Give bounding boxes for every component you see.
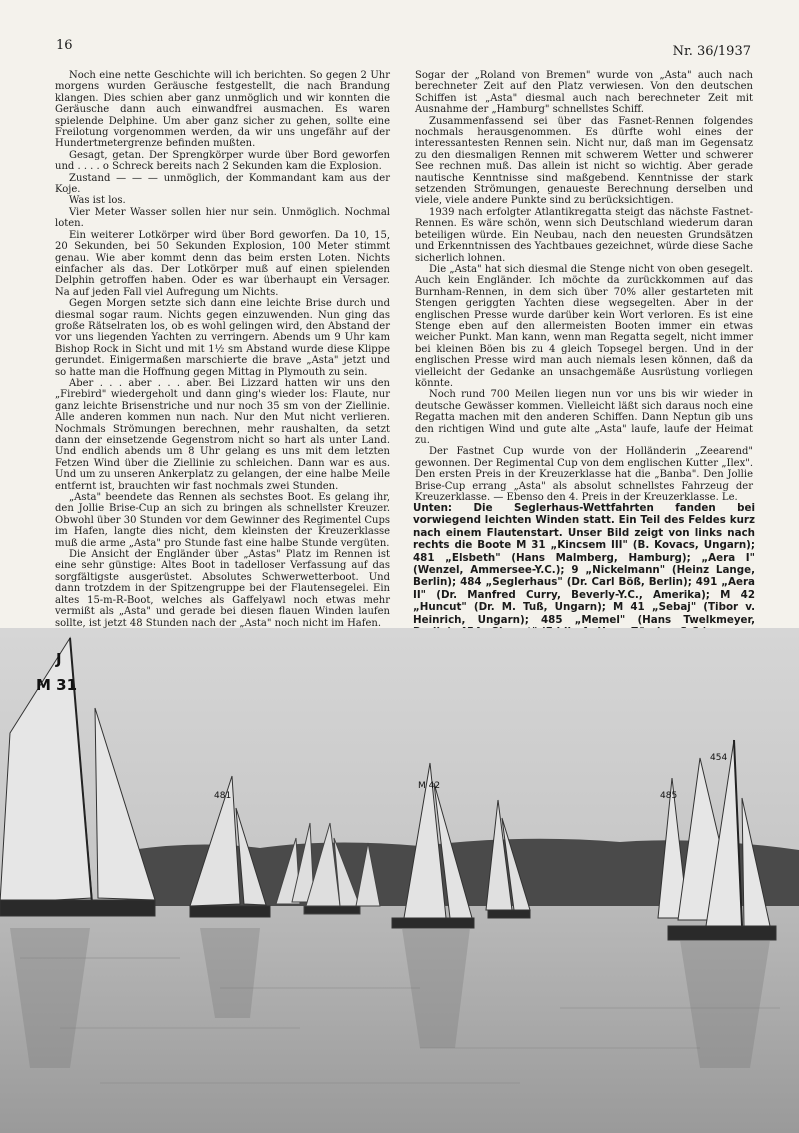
sail-number: M 42 [418, 781, 441, 791]
article-right-column [415, 70, 753, 503]
paragraph: Gegen Morgen setzte sich dann eine leichte Brise durch und diesmal sogar raum. Nichts gegen einzuwenden. Nun ging das große Rätselraten los, ob es wohl gelingen wird, den Abstand der vor uns liegenden Yachten zu verringern. Abends um 9 Uhr kam Bishop Rock in Sicht und mit 1½ sm Abstand wurde diese Klippe gerundet. Einigermaßen marschierte die brave „Asta" jetzt und so hatte man die Hoffnung gegen Mittag in Plymouth zu sein. [55, 298, 390, 378]
issue-number: Nr. 36/1937 [672, 44, 751, 59]
sail-number: 485 [660, 791, 678, 801]
photo-caption: Unten: Die Seglerhaus-Wettfahrten fanden bei vorwiegend leichten Winden statt. Ein Teil des Feldes kurz nach einem Flautenstart. Unser Bild zeigt von links nach rechts die Boote M 31 „Kincsem III" (B. Kovacs, Ungarn); 481 „Elsbeth" (Hans Malmberg, Hamburg); „Aera I" (Wenzel, Ammersee-Y.C.); 9 „Nickelmann" (Heinz Lange, Berlin); 484 „Seglerhaus" (Dr. Carl Böß, Berlin); 491 „Aera II" (Dr. Manfred Curry, Beverly-Y.C., Amerika); M 42 „Huncut" (Dr. M. Tuß, Ungarn); M 41 „Sebaj" (Tibor v. Heinrich, Ungarn); 485 „Memel" (Hans Twelkmeyer, [413, 502, 755, 626]
paragraph: Noch eine nette Geschichte will ich berichten. So gegen 2 Uhr morgens wurden Geräusche festgestellt, die nach Brandung klangen. Dies schien aber ganz unmöglich und wir konnten die Geräusche dann auch einwandfrei ausmachen. Es waren spielende Delphine. Um aber ganz sicher zu gehen, sollte eine Freilotung vorgenommen werden, da wir uns ungefähr auf der Hundertmetergrenze befinden mußten. [55, 70, 390, 150]
paragraph: Sogar der „Roland von Bremen" wurde von „Asta" auch nach berechneter Zeit auf den Platz verwiesen. Von den deutschen Schiffen ist „Asta" diesmal auch nach berechneter Zeit mit Ausnahme der „Hamburg" schnellstes Schiff. [415, 70, 753, 116]
sail-number: 454 [710, 753, 728, 763]
paragraph: „Asta" beendete das Rennen als sechstes Boot. Es gelang ihr, den Jollie Brise-Cup an sich zu bringen als schnellster Kreuzer. Obwohl über 30 Stunden vor dem Gewinner des Regimentel Cups im Hafen, langte dies nicht, dem kleinsten der Kreuzerklasse muß die arme „Asta" pro Stunde fast eine halbe Stunde vergüten. [55, 492, 390, 549]
paragraph: Der Fastnet Cup wurde von der Holländerin „Zeearend" gewonnen. Der Regimental Cup von dem englischen Kutter „Ilex". Den ersten Preis in der Kreuzerklasse hat die „Banba". Den Jollie Brise-Cup errang „Asta" als absolut schnellstes Fahrzeug der Kreuzerklasse. — Ebenso den 4. Preis in der Kreuzerklasse. Le. [415, 446, 753, 504]
regatta-photo [0, 628, 799, 1133]
sail-number: 481 [214, 791, 232, 801]
paragraph: Was ist los. [69, 195, 126, 207]
paragraph: Die „Asta" hat sich diesmal die Stenge nicht von oben gesegelt. Auch kein Engländer. Ich möchte da zurückkommen auf das Burnham-Rennen, in dem sich über 70% aller gestarteten mit Stengen geriggten Yachten diese wegsegelten. Aber in der englischen Presse wurde darüber kein Wort verloren. Es ist eine Stenge eben auf den allermeisten Booten immer ein etwas weicher Punkt. Man kann, wenn man Regatta segelt, nicht immer bei kleinen Böen bis zu 4 gleich Topsegel bergen. Und in der englischen Presse wird man auch niemals lesen können, daß da vielleicht der Gedanke an unsachgemäße Ausrüstung vorliegen könnte. [415, 263, 753, 389]
paragraph: Aber . . . aber . . . aber. Bei Lizzard hatten wir uns den „Firebird" wiedergeholt und dann ging's wieder los: Flaute, nur ganz leichte Brisenstriche und nur noch 35 sm von der Ziellinie. Alle anderen kommen nun nach. Nur den Mut nicht verlieren. Nochmals Strömungen berechnen, mehr raushalten, da setzt dann der einsetzende Gegenstrom nicht so hart als unter Land. Und endlich abends um 8 Uhr gelang es uns mit dem letzten Fetzen Wind über die Ziellinie zu schleichen. Dann war es aus. Und um zu unseren Ankerplatz zu gelangen, der eine halbe Meile entfernt ist, brauchten wir fast nochmals zwei Stunden. [55, 377, 390, 492]
sail-number: J [56, 650, 62, 668]
page-number: 16 [56, 38, 73, 53]
article-left-column [55, 70, 390, 629]
paragraph: Gesagt, getan. Der Sprengkörper wurde über Bord geworfen und . . . . o Schreck bereits nach 2 Sekunden kam die Explosion. [55, 149, 390, 173]
paragraph: Noch rund 700 Meilen liegen nun vor uns bis wir wieder in deutsche Gewässer kommen. Vielleicht läßt sich daraus noch eine Regatta machen mit den anderen Schiffen. Dann Neptun gib uns den richtigen Wind und gute alte „Asta" laufe, laufe der Heimat zu. [415, 389, 753, 446]
paragraph: Zusammenfassend sei über das Fasnet-Rennen folgendes nochmals herausgenommen. Es dürfte wohl eines der interessantesten Rennen sein. Nicht nur, daß man im Gegensatz zu den diesmaligen Rennen mit schwerem Wetter und schwerer See rechnen muß. Das allein ist nicht so wichtig. Aber gerade nautische Kenntnisse sind maßgebend. Kenntnisse der stark setzenden Strömungen, genaueste Berechnung derselben und viele, viele andere Punkte sind zu berücksichtigen. [415, 115, 753, 207]
paragraph: Ein weiterer Lotkörper wird über Bord geworfen. Da 10, 15, 20 Sekunden, bei 50 Sekunden Explosion, 100 Meter stimmt genau. Wie aber kommt denn das beim ersten Loten. Nichts einfacher als das. Der Lotkörper muß auf einen spielenden Delphin getroffen haben. Oder es war überhaupt ein Versager. Na auf jeden Fall viel Aufregung um Nichts. [55, 229, 390, 298]
sail-number: M 31 [36, 676, 78, 694]
paragraph: Vier Meter Wasser sollen hier nur sein. Unmöglich. Nochmal loten. [55, 206, 390, 230]
paragraph: 1939 nach erfolgter Atlantikregatta steigt das nächste Fastnet-Rennen. Es wäre schön, wenn sich Deutschland wiederum daran beteiligen würde. Ein Neubau, nach den neuesten Grundsätzen und Erkenntnissen des Yachtbaues gezeichnet, würde diese Sache sicherlich lohnen. [415, 206, 753, 264]
paragraph: Zustand — — — unmöglich, der Kommandant kam aus der Koje. [55, 172, 390, 196]
paragraph: Die Ansicht der Engländer über „Astas" Platz im Rennen ist eine sehr günstige: Altes Boot in tadelloser Verfassung auf das sorgfältigste ausgerüstet. Absolutes Schwerwetterboot. Und dann trotzdem in der Spitzengruppe bei der Flautensegelei. Ein altes 15-m-R-Boot, welches als Gaffelyawl noch etwas mehr vermißt als „Asta" und gerade bei diesen flauen Winden laufen sollte, ist jetzt 48 Stunden nach der „Asta" noch nicht im Hafen. [55, 549, 390, 629]
